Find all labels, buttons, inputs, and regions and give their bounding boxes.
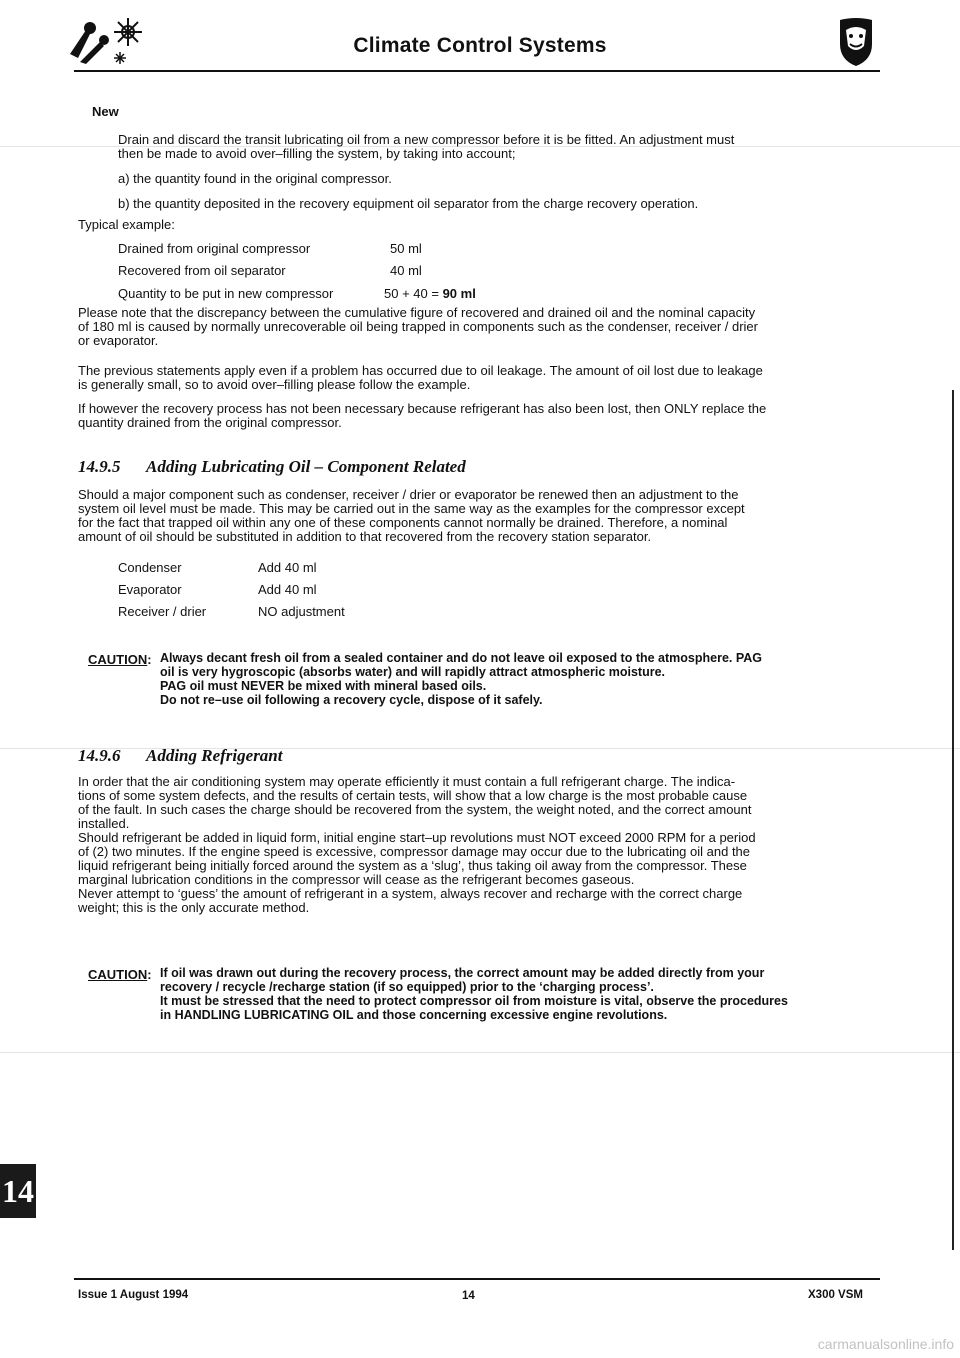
text-line: weight; this is the only accurate method. [78, 900, 310, 915]
section-number: 14.9.5 [78, 457, 121, 476]
text-line: for the fact that trapped oil within any one of these components cannot normally be drained. Therefore, a nominal [78, 515, 728, 530]
footer-page-number: 14 [462, 1290, 475, 1302]
example-row-value [384, 287, 476, 301]
component-row-value: Add 40 ml [258, 582, 317, 597]
text-line: marginal lubrication conditions in the compressor will cease as the refrigerant becomes gaseous. [78, 872, 635, 887]
text-line: If oil was drawn out during the recovery process, the correct amount may be added directly from your [160, 966, 765, 980]
text-line: Do not re–use oil following a recovery cycle, dispose of it safely. [160, 693, 543, 707]
however-paragraph [78, 402, 878, 430]
component-row-value: Add 40 ml [258, 560, 317, 575]
example-row [118, 264, 286, 278]
section-title: Adding Lubricating Oil – Component Related [146, 457, 466, 476]
text-line: is generally small, so to avoid over–filling please follow the example. [78, 377, 471, 392]
text-line: Always decant fresh oil from a sealed container and do not leave oil exposed to the atmosphere. PAG [160, 651, 763, 665]
example-row-label: Quantity to be put in new compressor [118, 286, 334, 301]
intro-paragraph [118, 133, 878, 161]
component-paragraph [78, 488, 878, 544]
component-row-label: Receiver / drier [118, 604, 207, 619]
text-line: oil is very hygroscopic (absorbs water) and will rapidly attract atmospheric moisture. [160, 665, 666, 679]
text-line: liquid refrigerant being initially forced around the system as a ‘slug’, thus taking oil away from the compressor. These [78, 858, 747, 873]
page-title: Climate Control Systems [353, 34, 607, 57]
example-row-label: Drained from original compressor [118, 241, 311, 256]
text-line: PAG oil must NEVER be mixed with mineral based oils. [160, 679, 487, 693]
caution-text [160, 966, 880, 1022]
caution-block: CAUTION: [88, 967, 152, 982]
text-line: amount of oil should be substituted in addition to that recovered from the recovery station separator. [78, 529, 652, 544]
text-line: tions of some system defects, and the results of certain tests, will show that a low charge is the most probable cause [78, 788, 748, 803]
chapter-tab: 14 [0, 1164, 36, 1218]
section-heading-new: New [92, 104, 119, 119]
text-line: quantity drained from the original compressor. [78, 415, 342, 430]
caution-label: CAUTION [88, 967, 148, 982]
section-number: 14.9.6 [78, 746, 121, 765]
example-sum: 50 + 40 = [384, 286, 443, 301]
watermark-text: carmanualsonline.info [817, 1336, 954, 1352]
text-line: of 180 ml is caused by normally unrecoverable oil being trapped in components such as the condenser, receiver / drier [78, 319, 758, 334]
example-row-label: Recovered from oil separator [118, 263, 286, 278]
text-line: Drain and discard the transit lubricating oil from a new compressor before it is be fitted. An adjustment must [118, 132, 735, 147]
footer-issue: Issue 1 August 1994 [78, 1289, 189, 1301]
scan-artifact-line [0, 748, 960, 749]
note-paragraph [78, 306, 878, 348]
list-item-a: a) the quantity found in the original compressor. [118, 171, 392, 186]
text-line: Should refrigerant be added in liquid form, initial engine start–up revolutions must NOT exceed 2000 RPM for a period [78, 830, 756, 845]
example-row-value: 40 ml [390, 263, 422, 278]
example-row [118, 287, 333, 301]
text-line: of the fault. In such cases the charge should be recovered from the system, the weight noted, and the correct amount [78, 802, 752, 817]
text-line: recovery / recycle /recharge station (if so equipped) prior to the ‘charging process’. [160, 980, 654, 994]
text-line: The previous statements apply even if a problem has occurred due to oil leakage. The amount of oil lost due to leakage [78, 363, 763, 378]
example-total: 90 ml [442, 286, 476, 301]
text-line: then be made to avoid over–filling the system, by taking into account; [118, 146, 516, 161]
example-row-value: 50 ml [390, 241, 422, 256]
text-line: Never attempt to ‘guess’ the amount of refrigerant in a system, always recover and recharge with the correct charge [78, 886, 743, 901]
text-line: Please note that the discrepancy between the cumulative figure of recovered and drained oil and the nominal capacity [78, 305, 756, 320]
text-line: or evaporator. [78, 333, 159, 348]
caution-label: CAUTION [88, 652, 148, 667]
footer-doc-code: X300 VSM [808, 1289, 863, 1301]
section-title: Adding Refrigerant [146, 746, 283, 765]
text-line: of (2) two minutes. If the engine speed is excessive, compressor damage may occur due to the lubricating oil and the [78, 844, 751, 859]
text-line: In order that the air conditioning system may operate efficiently it must contain a full refrigerant charge. The indica- [78, 774, 736, 789]
text-line: It must be stressed that the need to protect compressor oil from moisture is vital, observe the procedures [160, 994, 788, 1008]
jaguar-emblem-icon [836, 16, 876, 68]
caution-text [160, 651, 880, 707]
example-row [118, 242, 310, 256]
component-row-value: NO adjustment [258, 604, 345, 619]
text-line: in HANDLING LUBRICATING OIL and those concerning excessive engine revolutions. [160, 1008, 668, 1022]
footer-rule [74, 1278, 880, 1280]
component-row-label: Condenser [118, 560, 182, 575]
typical-example-label: Typical example: [78, 217, 175, 232]
component-row-label: Evaporator [118, 582, 182, 597]
caution-block: CAUTION: [88, 652, 152, 667]
scan-artifact-line [0, 1052, 960, 1053]
list-item-b: b) the quantity deposited in the recovery equipment oil separator from the charge recovery operation. [118, 196, 699, 211]
text-line: If however the recovery process has not been necessary because refrigerant has also been lost, then ONLY replace the [78, 401, 767, 416]
previous-statements-paragraph [78, 364, 878, 392]
header-rule [74, 70, 880, 72]
text-line: installed. [78, 816, 130, 831]
refrigerant-paragraph [78, 775, 878, 915]
text-line: system oil level must be made. This may be carried out in the same way as the examples for the compressor except [78, 501, 745, 516]
text-line: Should a major component such as condenser, receiver / drier or evaporator be renewed then an adjustment to the [78, 487, 739, 502]
scan-edge-bar [952, 390, 954, 1250]
